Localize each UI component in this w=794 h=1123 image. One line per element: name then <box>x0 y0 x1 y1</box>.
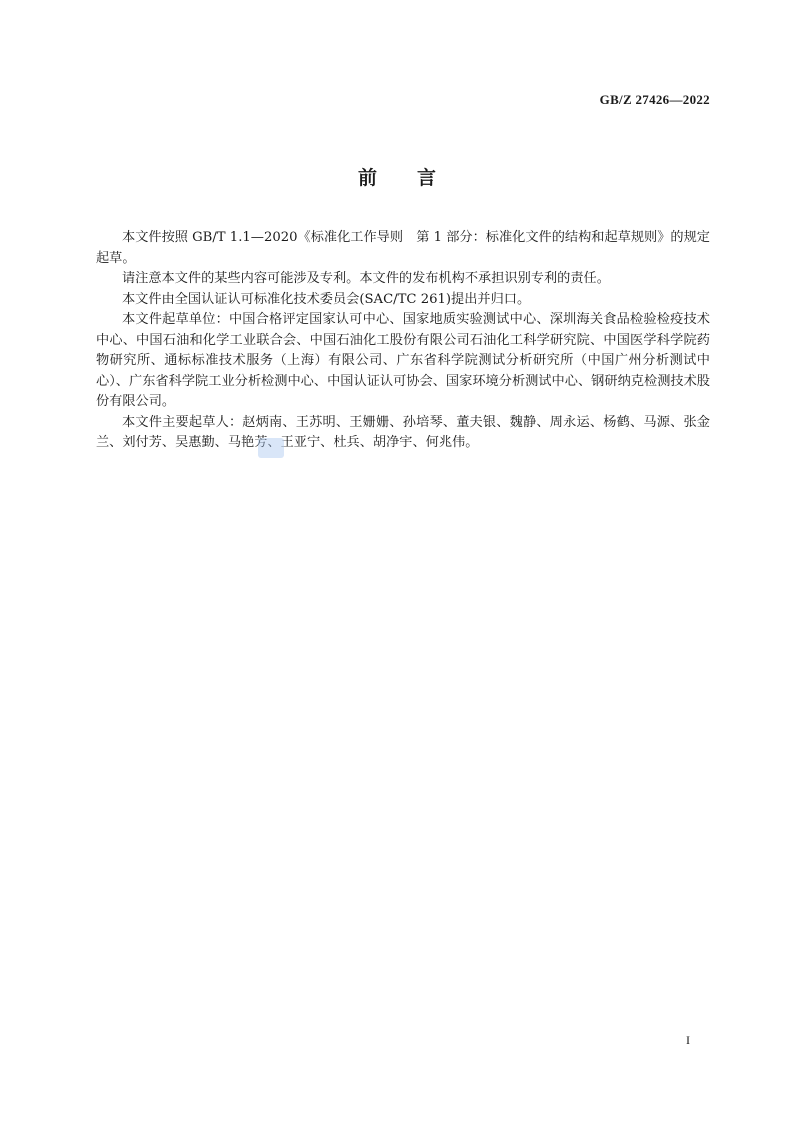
text-selection-highlight <box>258 438 284 458</box>
paragraph-drafting-rules: 本文件按照 GB/T 1.1—2020《标准化工作导则 第 1 部分：标准化文件的结构和起草规则》的规定起草。 <box>96 230 710 266</box>
paragraph-drafting-units: 本文件起草单位：中国合格评定国家认可中心、国家地质实验测试中心、深圳海关食品检验检疫技术中心、中国石油和化学工业联合会、中国石油化工股份有限公司石油化工科学研究院、中国医学科学院药物研究所、通标标准技术服务（上海）有限公司、广东省科学院测试分析研究所（中国广州分析测试中心）、广东省科学院工业分析检测中心、中国认证认可协会、国家环境分析测试中心、钢研纳克检测技术股份有限公司。 <box>96 312 710 409</box>
paragraph-patent-notice: 请注意本文件的某些内容可能涉及专利。本文件的发布机构不承担识别专利的责任。 <box>122 271 610 286</box>
foreword-body <box>96 228 710 454</box>
paragraph-drafters: 本文件主要起草人：赵炳南、王苏明、王姗姗、孙培琴、董夫银、魏静、周永运、杨鹤、马源、张金兰、刘付芳、吴惠勤、马艳芳、王亚宁、杜兵、胡净宇、何兆伟。 <box>96 414 710 450</box>
page-number: I <box>686 1033 690 1047</box>
page-title: 前言 <box>357 167 476 189</box>
paragraph-proposer: 本文件由全国认证认可标准化技术委员会(SAC/TC 261)提出并归口。 <box>122 291 531 307</box>
standard-number: GB/Z 27426—2022 <box>599 92 710 107</box>
